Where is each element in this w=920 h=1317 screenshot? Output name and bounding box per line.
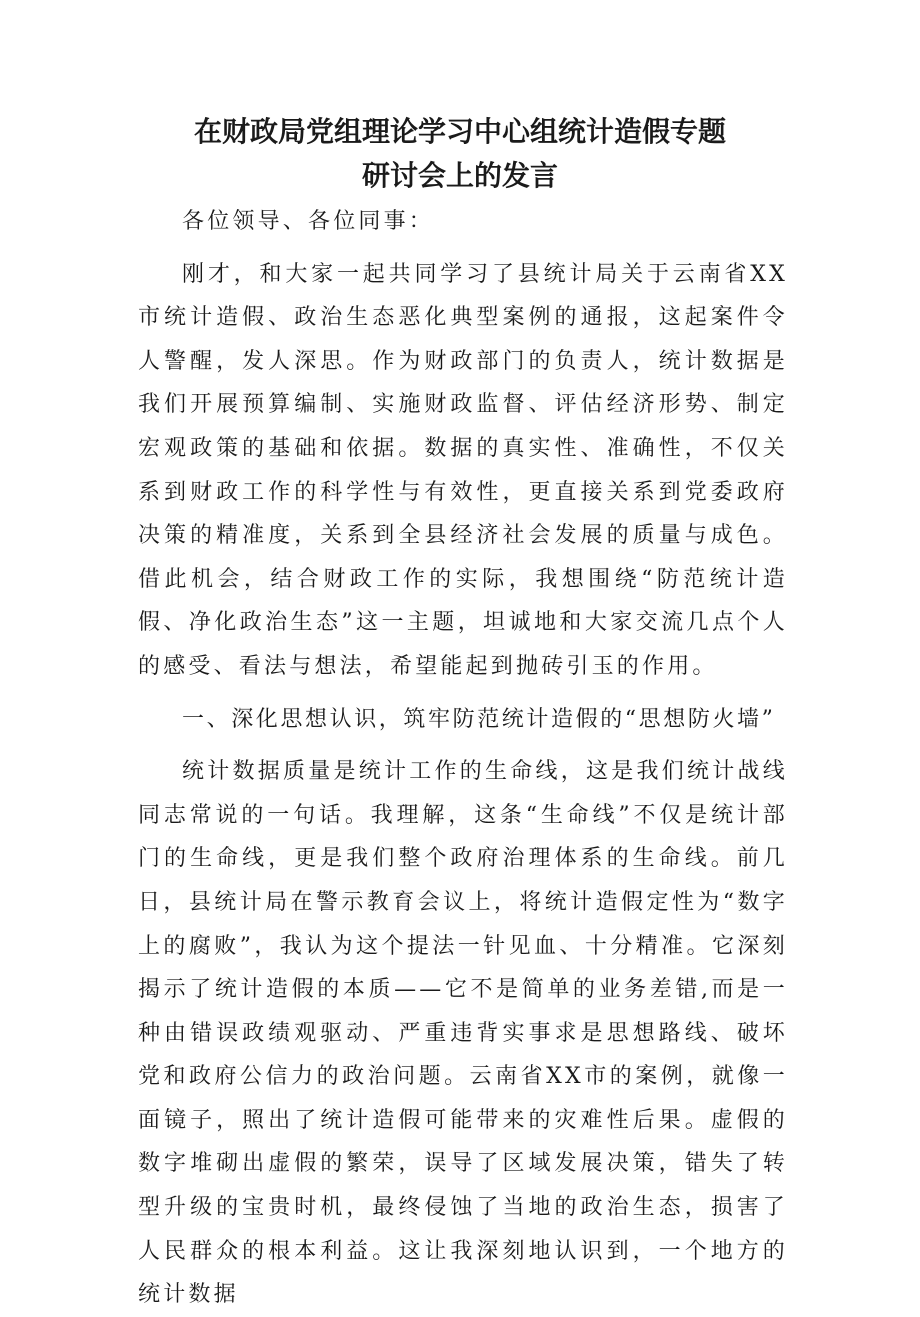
document-title-line-1: 在财政局党组理论学习中心组统计造假专题 xyxy=(193,115,726,148)
document-body xyxy=(138,200,788,1317)
section-paragraph: 统计数据质量是统计工作的生命线，这是我们统计战线同志常说的一句话。我理解，这条“生命线”不仅是统计部门的生命线，更是我们整个政府治理体系的生命线。前几日，县统计局在警示教育会议上，将统计造假定性为“数字上的腐败”，我认为这个提法一针见血、十分精准。它深刻揭示了统计造假的本质——它不是简单的业务差错,而是一种由错误政绩观驱动、严重违背实事求是思想路线、破坏党和政府公信力的政治问题。云南省XX市的案例，就像一面镜子，照出了统计造假可能带来的灾难性后果。虚假的数字堆砌出虚假的繁荣，误导了区域发展决策，错失了转型升级的宝贵时机，最终侵蚀了当地的政治生态，损害了人民群众的根本利益。这让我深刻地认识到，一个地方的统计数据 xyxy=(138,759,788,1308)
salutation: 各位领导、各位同事： xyxy=(182,209,435,234)
document-title-line-2: 研讨会上的发言 xyxy=(361,159,558,192)
section-heading: 一、深化思想认识，筑牢防范统计造假的“思想防火墙” xyxy=(182,706,776,732)
opening-paragraph: 刚才，和大家一起共同学习了县统计局关于云南省XX市统计造假、政治生态恶化典型案例的通报，这起案件令人警醒，发人深思。作为财政部门的负责人，统计数据是我们开展预算编制、实施财政监督、评估经济形势、制定宏观政策的基础和依据。数据的真实性、准确性，不仅关系到财政工作的科学性与有效性，更直接关系到党委政府决策的精准度，关系到全县经济社会发展的质量与成色。借此机会，结合财政工作的实际，我想围绕“防范统计造假、净化政治生态”这一主题，坦诚地和大家交流几点个人的感受、看法与想法，希望能起到抛砖引玉的作用。 xyxy=(138,261,788,679)
